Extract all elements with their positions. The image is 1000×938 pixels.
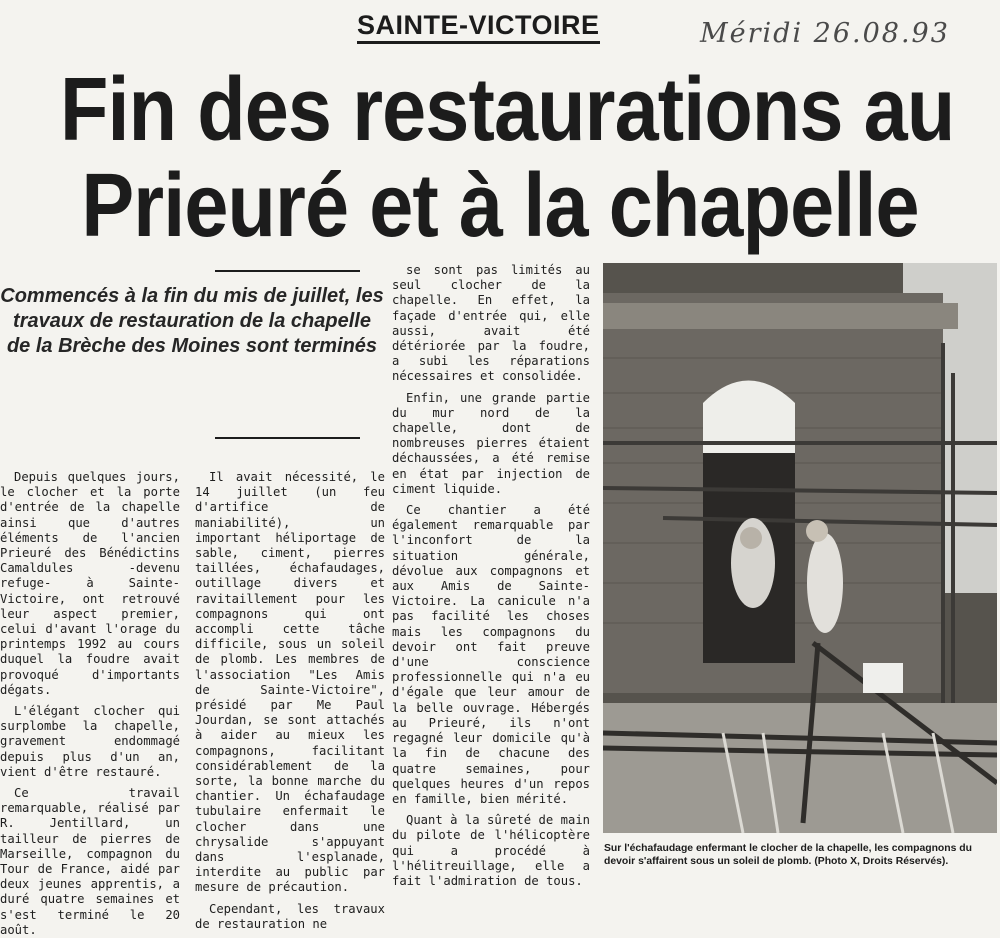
paragraph: Cependant, les travaux de restauration ne (195, 901, 385, 931)
article-column-1 (0, 470, 180, 938)
chapo-top-rule (215, 270, 360, 272)
paragraph: Il avait nécessité, le 14 juillet (un feu d'artifice de maniabilité), un important héliportage de sable, ciment, pierres taillées, échafaudages, outillage divers et ravitaillement pour les compagnons qui ont accompli cette tâche difficile, sous un soleil de plomb. Les membres de l'association "Les Amis de Sainte-Victoire", présidé par Me Paul Jourdan, se sont attachés à aider au mieux les compagnons, facilitant considérablement de la sorte, la bonne marche du chantier. Un échafaudage tubulaire enfermait le clocher dans une chrysalide s'appuyant dans l'esplanade, interdite au public par mesure de précaution. (195, 470, 385, 895)
handwritten-date-note: Méridi 26.08.93 (700, 18, 950, 49)
paragraph: Enfin, une grande partie du mur nord de la chapelle, dont de nombreuses pierres étaient déchaussées, a été remise en état par injection de ciment liquide. (392, 390, 590, 496)
section-kicker: SAINTE-VICTOIRE (357, 10, 600, 44)
headline-line-1: Fin des restaurations au (60, 60, 955, 160)
paragraph: Quant à la sûreté de main du pilote de l'hélicoptère qui a procédé à l'hélitreuillage, elle a fait l'admiration de tous. (392, 813, 590, 888)
article-column-2 (195, 470, 385, 932)
chapel-scaffolding-photo (603, 263, 997, 833)
paragraph: Ce travail remarquable, réalisé par R. Jentillard, un tailleur de pierres de Marseille, compagnon du Tour de France, aidé par deux jeunes apprentis, a duré quatre semaines et s'est terminé le 20 août. (0, 786, 180, 937)
article-column-3 (392, 263, 590, 889)
chapo-lead: Commencés à la fin du mis de juillet, les travaux de restauration de la chapelle de la Brèche des Moines sont terminés (0, 285, 384, 357)
paragraph: Depuis quelques jours, le clocher et la porte d'entrée de la chapelle ainsi que d'autres éléments de l'ancien Prieuré des Bénédictins Camaldules -devenu refuge- à Sainte-Victoire, ont retrouvé leur aspect premier, celui d'avant l'orage du printemps 1992 au cours duquel la foudre avait provoqué d'importants dégats. (0, 470, 180, 697)
chapo-bottom-rule (215, 437, 360, 439)
headline-line-2: Prieuré et à la chapelle (81, 156, 919, 256)
paragraph: se sont pas limités au seul clocher de la chapelle. En effet, la façade d'entrée qui, elle aussi, avait été détériorée par la foudre, a subi les réparations nécessaires et consolidée. (392, 263, 590, 384)
paragraph: Ce chantier a été également remarquable par l'inconfort de la situation générale, dévolue aux compagnons et aux Amis de Sainte-Victoire. La canicule n'a pas facilité les choses mais les compagnons du devoir ont fait preuve d'une conscience professionnelle qui n'a eu d'égale que leur amour de la belle ouvrage. Hébergés au Prieuré, ils n'ont regagné leur domicile qu'à la fin de chacune des quatre semaines, pour quelques heures d'un repos en famille, bien mérité. (392, 503, 590, 806)
paragraph: L'élégant clocher qui surplombe la chapelle, gravement endommagé depuis plus d'un an, vient d'être restauré. (0, 704, 180, 779)
photo-illustration (603, 263, 997, 833)
photo-caption: Sur l'échafaudage enfermant le clocher de la chapelle, les compagnons du devoir s'affairent sous un soleil de plomb. (Photo X, Droits Réservés). (604, 843, 972, 867)
